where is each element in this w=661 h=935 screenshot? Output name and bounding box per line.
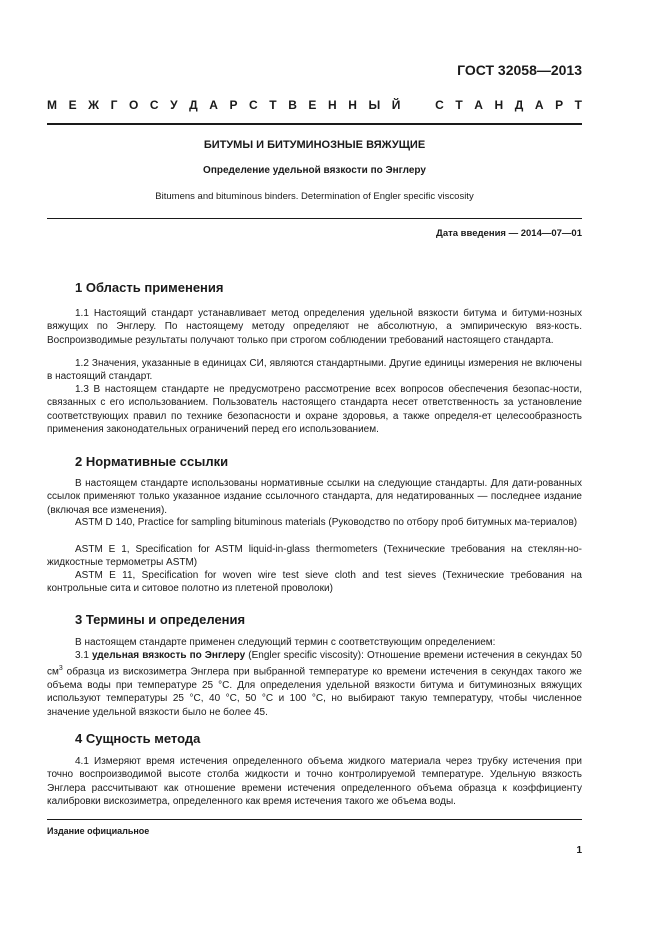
header-divider bbox=[47, 123, 582, 125]
banner-letter: С bbox=[149, 98, 159, 112]
paragraph-text: 4.1 Измеряют время истечения определенного объема жидкого материала через трубку истечения при точно воспроизводимой высоте столба жидкости и точно контролируемой температуре. Удельную вязкость Энглера рассчитывают как отношение времени истечения определенного объема образца к коэффициенту калибровки вискозиметра, определенного как время истечения такого же объема воды. bbox=[47, 756, 582, 807]
document-title: БИТУМЫ И БИТУМИНОЗНЫЕ ВЯЖУЩИЕ bbox=[203, 139, 426, 151]
banner-letter: Н bbox=[494, 98, 504, 112]
banner-letter: Е bbox=[68, 98, 77, 112]
paragraph bbox=[47, 357, 582, 384]
interstate-standard-banner bbox=[47, 98, 582, 112]
footer-divider bbox=[47, 819, 582, 820]
title-divider bbox=[47, 218, 582, 219]
paragraph bbox=[47, 636, 582, 649]
term-text: образца из вискозиметра Энглера при выбранной температуре ко времени истечения в секундах такого же объема воды при температуре 25 °С. Для определения удельной вязкости битума и битуминозных вяжущих используют температуры 25 °С, 40 °С, 50 °С и 100 °С, но выбирают такую температуру, чтобы численное значение удельной вязкости было не более 45. bbox=[47, 666, 582, 718]
banner-letter: Д bbox=[514, 98, 524, 112]
paragraph-text: ASTM D 140, Practice for sampling bituminous materials (Руководство по отбору проб битумных ма-териалов) bbox=[75, 517, 578, 528]
paragraph-text: 1.2 Значения, указанные в единицах СИ, являются стандартными. Другие единицы измерения не включены в настоящий стандарт. bbox=[47, 358, 582, 383]
paragraph bbox=[47, 569, 582, 596]
banner-letter: В bbox=[288, 98, 297, 112]
paragraph bbox=[47, 383, 582, 436]
banner-letter: А bbox=[474, 98, 483, 112]
paragraph-text: В настоящем стандарте применен следующий термин с соответствующим определением: bbox=[75, 637, 496, 648]
introduction-date: Дата введения — 2014—07—01 bbox=[436, 228, 582, 239]
banner-letter: Й bbox=[391, 98, 401, 112]
paragraph-text: 1.1 Настоящий стандарт устанавливает метод определения удельной вязкости битума и битуми-нозных вяжущих по Энглеру. По настоящему методу определяют не абсолютную, а эмпирическую вяз-кость. Воспроизводимые результаты получают только при строгом соблюдении требований настоящего стандарта. bbox=[47, 308, 582, 346]
banner-letter: Т bbox=[269, 98, 277, 112]
banner-letter: М bbox=[47, 98, 57, 112]
paragraph-text: ASTM E 1, Specification for ASTM liquid-in-glass thermometers (Технические требования на стеклян-но-жидкостные термометры ASTM) bbox=[47, 544, 582, 569]
english-title: Bitumens and bituminous binders. Determination of Engler specific viscosity bbox=[155, 191, 474, 202]
banner-letter: Т bbox=[574, 98, 582, 112]
paragraph-text: В настоящем стандарте использованы нормативные ссылки на следующие стандарты. Для дати-рованных ссылок применяют только указанное издание ссылочного стандарта, для недатированных — последнее издание (включая все изменения). bbox=[47, 478, 582, 516]
banner-letter: Ы bbox=[368, 98, 381, 112]
section-heading: 1 Область применения bbox=[75, 280, 224, 295]
superscript: 3 bbox=[58, 665, 63, 673]
banner-letter: Е bbox=[308, 98, 317, 112]
page-number: 1 bbox=[576, 845, 582, 856]
paragraph bbox=[47, 516, 582, 529]
banner-letter: С bbox=[435, 98, 444, 112]
term-definition bbox=[47, 649, 582, 719]
paragraph bbox=[47, 307, 582, 347]
banner-letter: О bbox=[128, 98, 139, 112]
banner-letter: Р bbox=[555, 98, 564, 112]
section-heading: 2 Нормативные ссылки bbox=[75, 454, 229, 469]
paragraph-text: ASTM E 11, Specification for woven wire test sieve cloth and test sieves (Технические требования на контрольные сита и ситовое полотно из плетеной проволоки) bbox=[47, 570, 582, 595]
banner-letter: Н bbox=[348, 98, 357, 112]
term-number: 3.1 bbox=[75, 650, 92, 661]
paragraph bbox=[47, 543, 582, 570]
banner-letter: С bbox=[249, 98, 258, 112]
banner-letter: Д bbox=[189, 98, 198, 112]
banner-letter: Г bbox=[110, 98, 118, 112]
banner-letter: У bbox=[170, 98, 178, 112]
banner-letter: Ж bbox=[88, 98, 99, 112]
banner-letter: Р bbox=[229, 98, 238, 112]
official-edition-label: Издание официальное bbox=[47, 826, 150, 836]
banner-letter: Т bbox=[455, 98, 463, 112]
banner-letter: А bbox=[209, 98, 218, 112]
paragraph bbox=[47, 477, 582, 517]
document-subtitle: Определение удельной вязкости по Энглеру bbox=[203, 165, 426, 176]
term-name: удельная вязкость по Энглеру bbox=[91, 650, 246, 661]
banner-letter: Н bbox=[328, 98, 337, 112]
paragraph-text: 1.3 В настоящем стандарте не предусмотрено рассмотрение всех вопросов обеспечения безопас-ности, связанных с его использованием. Пользователь настоящего стандарта несет ответственность за установление соответствующих правил по технике безопасности и охране здоровья, а также определя-ет целесообразность применения законодательных ограничений перед его использованием. bbox=[47, 384, 582, 435]
banner-letter: А bbox=[534, 98, 544, 112]
term-text: (Engler specific viscosity): Отношение времени истечения в секундах 50 см bbox=[47, 650, 582, 678]
paragraph bbox=[47, 755, 582, 808]
document-code: ГОСТ 32058—2013 bbox=[457, 62, 582, 78]
section-heading: 3 Термины и определения bbox=[75, 612, 246, 627]
section-heading: 4 Сущность метода bbox=[75, 731, 201, 746]
